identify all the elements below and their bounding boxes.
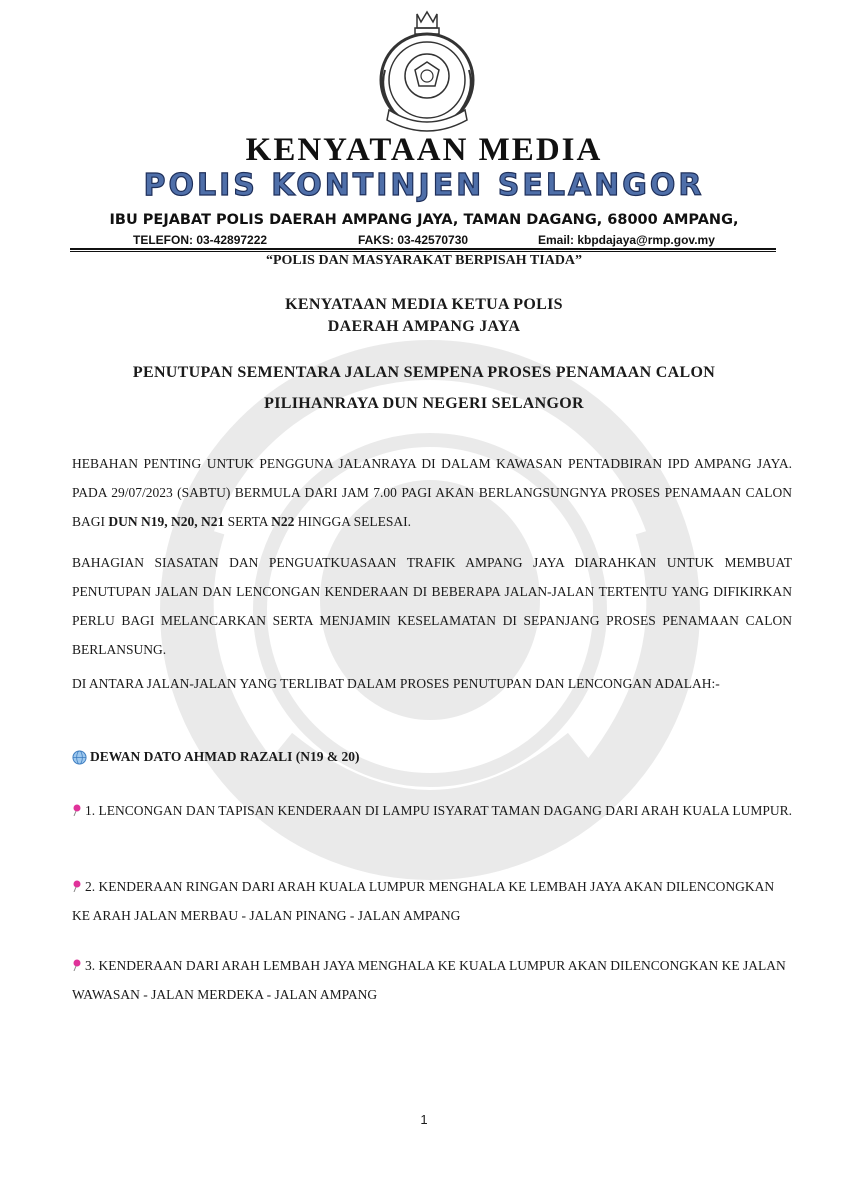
statement-heading-line1: KENYATAAN MEDIA KETUA POLIS bbox=[285, 296, 563, 313]
pin-icon bbox=[72, 880, 82, 892]
pin-icon bbox=[72, 804, 82, 816]
fax-number: FAKS: 03-42570730 bbox=[358, 233, 469, 247]
section-heading bbox=[72, 749, 360, 765]
motto: “POLIS DAN MASYARAKAT BERPISAH TIADA” bbox=[265, 253, 583, 268]
paragraph-traffic-division: BAHAGIAN SIASATAN DAN PENGUATKUASAAN TRAFIK AMPANG JAYA DIARAHKAN UNTUK MEMBUAT PENUTUPAN JALAN DAN LENCONGAN KENDERAAN DI BEBERAPA JALAN-JALAN TERTENTU YANG DIFIKIRKAN PERLU BAGI MELANCARKAN SERTA MENJAMIN KESELAMATAN DI SEPANJANG PROSES PENAMAAN CALON BERLANSUNG. bbox=[72, 555, 792, 657]
paragraph-announcement: HEBAHAN PENTING UNTUK PENGGUNA JALANRAYA DI DALAM KAWASAN PENTADBIRAN IPD AMPANG JAYA. PADA 29/07/2023 (SABTU) BERMULA DARI JAM 7.00 PAGI AKAN BERLANGSUNGNYA PROSES PENAMAAN CALON BAGI DUN N19, N20, N21 SERTA N22 HINGGA SELESAI. bbox=[72, 456, 792, 529]
phone-number: TELEFON: 03-42897222 bbox=[133, 233, 268, 247]
page-number: 1 bbox=[420, 1112, 428, 1127]
list-item: 1. LENCONGAN DAN TAPISAN KENDERAAN DI LAMPU ISYARAT TAMAN DAGANG DARI ARAH KUALA LUMPUR. bbox=[72, 796, 792, 825]
list-item: 3. KENDERAAN DARI ARAH LEMBAH JAYA MENGHALA KE KUALA LUMPUR AKAN DILENCONGKAN KE JALAN WAWASAN - JALAN MERDEKA - JALAN AMPANG bbox=[72, 958, 786, 1002]
email-address: Email: kbpdajaya@rmp.gov.my bbox=[538, 233, 715, 247]
list-item: 2. KENDERAAN RINGAN DARI ARAH KUALA LUMPUR MENGHALA KE LEMBAH JAYA AKAN DILENCONGKAN KE ARAH JALAN MERBAU - JALAN PINANG - JALAN AMPANG bbox=[72, 879, 775, 923]
police-crest-logo bbox=[371, 10, 483, 134]
header-divider bbox=[70, 248, 776, 250]
statement-heading-line2: DAERAH AMPANG JAYA bbox=[327, 318, 521, 335]
globe-icon bbox=[72, 750, 87, 765]
office-address: IBU PEJABAT POLIS DAERAH AMPANG JAYA, TAMAN DAGANG, 68000 AMPANG, bbox=[109, 212, 739, 228]
paragraph-roads-intro: DI ANTARA JALAN-JALAN YANG TERLIBAT DALAM PROSES PENUTUPAN DAN LENCONGAN ADALAH:- bbox=[72, 676, 720, 691]
subject-line1: PENUTUPAN SEMENTARA JALAN SEMPENA PROSES PENAMAAN CALON bbox=[132, 364, 716, 381]
section-title: DEWAN DATO AHMAD RAZALI (N19 & 20) bbox=[90, 749, 360, 764]
header-divider-thin bbox=[70, 251, 776, 252]
subject-line2: PILIHANRAYA DUN NEGERI SELANGOR bbox=[264, 395, 584, 412]
pin-icon bbox=[72, 959, 82, 971]
contingent-title: POLIS KONTINJEN SELANGOR bbox=[143, 168, 705, 203]
document-title: KENYATAAN MEDIA bbox=[245, 132, 603, 168]
